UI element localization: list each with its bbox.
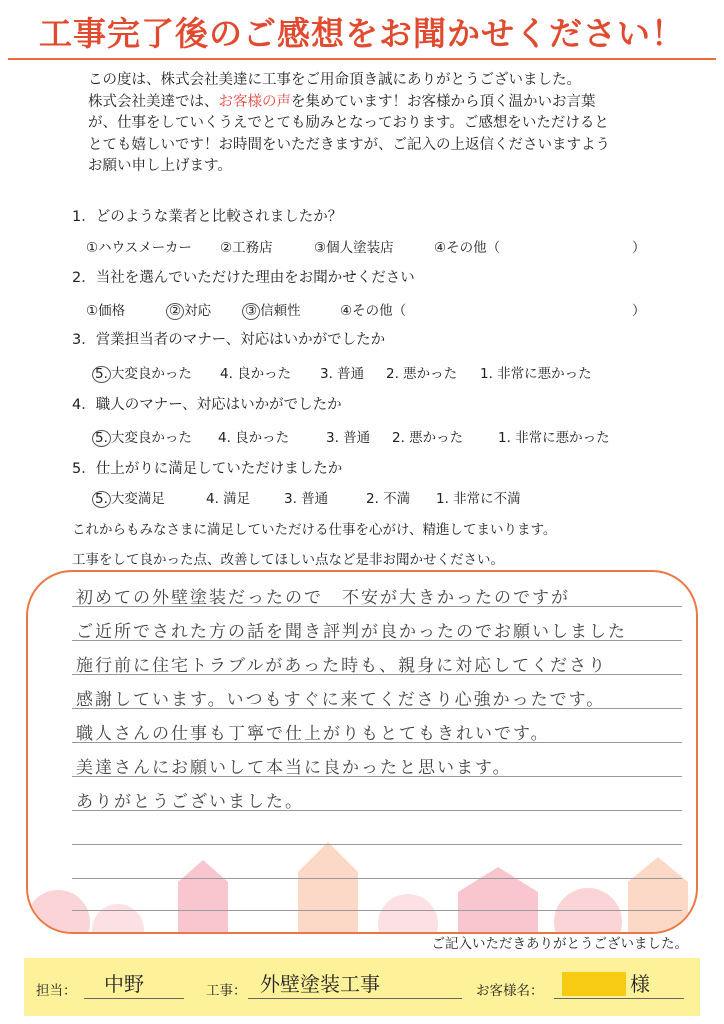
question-1: 1．どのような業者と比較されましたか？ — [72, 209, 343, 225]
underline — [84, 998, 184, 999]
customer-label: お客様名： — [476, 983, 544, 999]
intro-text-segment: 株式会社美達では、 — [88, 93, 219, 110]
handwritten-line: ご近所でされた方の話を聞き評判が良かったのでお願いしました — [76, 622, 627, 642]
option-koumuten[interactable]: ②工務店 — [220, 240, 273, 256]
option-other-close: ） — [632, 240, 646, 256]
circled-mark: 5. — [92, 366, 111, 383]
rating-3[interactable]: 3. 普通 — [284, 491, 329, 507]
rating-5[interactable] — [92, 487, 165, 508]
option-shinrai[interactable] — [242, 299, 301, 320]
rating-1[interactable]: 1. 非常に悪かった — [498, 430, 610, 446]
underline — [248, 998, 462, 999]
rating-2[interactable]: 2. 不満 — [366, 491, 411, 507]
option-other[interactable]: ④その他（ — [340, 303, 407, 319]
writing-line — [72, 910, 682, 911]
handwritten-line: ありがとうございました。 — [76, 792, 304, 812]
handwritten-line: 初めての外壁塗装だったので 不安が大きかったのですが — [76, 588, 570, 608]
highlight-text: お客様の声 — [218, 93, 291, 110]
option-other[interactable]: ④その他（ — [434, 240, 501, 256]
house-shape — [458, 867, 538, 932]
option-label: 大変良かった — [110, 366, 192, 382]
redacted-name — [562, 972, 626, 996]
comment-prompt: 工事をして良かった点、改善してほしい点など是非お聞かせください。 — [72, 552, 504, 568]
rating-5[interactable] — [92, 362, 192, 383]
intro-line: が、仕事をしていくうえでとても励みとなっております。ご感想をいただけると — [88, 115, 609, 131]
handwritten-line: 職人さんの仕事も丁寧で仕上がりもとてもきれいです。 — [76, 724, 550, 744]
rating-3[interactable]: 3. 普通 — [326, 430, 371, 446]
rating-2[interactable]: 2. 悪かった — [386, 366, 458, 382]
tantou-value: 中野 — [104, 972, 144, 996]
writing-line — [72, 878, 682, 879]
question-4: 4．職人のマナー、対応はいかがでしたか — [72, 397, 342, 413]
question-5: 5．仕上がりに満足していただけましたか — [72, 461, 343, 477]
tree-shape — [92, 904, 144, 932]
rating-4[interactable]: 4. 良かった — [220, 366, 292, 382]
rating-4[interactable]: 4. 良かった — [218, 430, 290, 446]
rating-5[interactable] — [92, 426, 192, 447]
rating-1[interactable]: 1. 非常に不満 — [436, 491, 521, 507]
kouji-value: 外壁塗装工事 — [260, 972, 380, 996]
option-taiou[interactable] — [166, 299, 211, 320]
rating-2[interactable]: 2. 悪かった — [392, 430, 464, 446]
intro-line — [88, 92, 658, 114]
house-shape — [628, 857, 688, 932]
title-divider — [8, 58, 716, 60]
circled-mark: ③ — [242, 303, 260, 320]
option-kojin-tosou[interactable]: ③個人塗装店 — [314, 240, 394, 256]
option-label: 大変良かった — [110, 430, 192, 446]
option-price[interactable]: ①価格 — [86, 303, 126, 319]
footer-bar — [24, 958, 700, 1016]
writing-line — [72, 844, 682, 845]
intro-line: この度は、株式会社美達に工事をご用命頂き誠にありがとうございました。 — [88, 72, 581, 88]
rating-1[interactable]: 1. 非常に悪かった — [480, 366, 592, 382]
circled-mark: 5. — [92, 491, 111, 508]
intro-line: とても嬉しいです！お時間をいただきますが、ご記入の上返信くださいますよう — [88, 136, 610, 153]
underline — [554, 998, 684, 999]
tantou-label: 担当： — [36, 983, 77, 999]
option-other-close: ） — [632, 303, 646, 319]
tree-shape — [28, 890, 90, 932]
rating-3[interactable]: 3. 普通 — [320, 366, 365, 382]
intro-line: お願い申し上げます。 — [88, 158, 232, 174]
option-housemaker[interactable]: ①ハウスメーカー — [86, 240, 192, 256]
handwritten-line: 美達さんにお願いして本当に良かったと思います。 — [76, 758, 512, 778]
option-label: 対応 — [184, 303, 212, 319]
option-label: 信頼性 — [260, 303, 301, 319]
option-label: 大変満足 — [110, 491, 165, 507]
page-title: 工事完了後のご感想をお聞かせください！ — [39, 14, 685, 53]
closing-text: これからもみなさまに満足していただける仕事を心がけ、精進してまいります。 — [72, 522, 557, 538]
house-shape — [178, 860, 228, 932]
thanks-text: ご記入いただきありがとうございました。 — [431, 936, 688, 952]
question-3: 3．営業担当者のマナー、対応はいかがでしたか — [72, 332, 386, 348]
intro-text — [88, 70, 658, 178]
handwritten-line: 感謝しています。いつもすぐに来てくださり心強かったです。 — [76, 690, 606, 710]
intro-text-segment: を集めています！お客様から頂く温かいお言葉 — [291, 93, 596, 110]
tree-shape — [378, 894, 438, 932]
comment-box[interactable] — [26, 570, 698, 934]
customer-suffix: 様 — [630, 972, 650, 996]
circled-mark: 5. — [92, 430, 111, 447]
house-shape — [298, 842, 358, 932]
question-2: 2．当社を選んでいただけた理由をお聞かせください — [72, 270, 415, 286]
handwritten-line: 施行前に住宅トラブルがあった時も、親身に対応してくださり — [76, 656, 608, 676]
circled-mark: ② — [166, 303, 184, 320]
scenery-illustration — [28, 812, 696, 932]
kouji-label: 工事： — [206, 983, 247, 999]
rating-4[interactable]: 4. 満足 — [206, 491, 251, 507]
